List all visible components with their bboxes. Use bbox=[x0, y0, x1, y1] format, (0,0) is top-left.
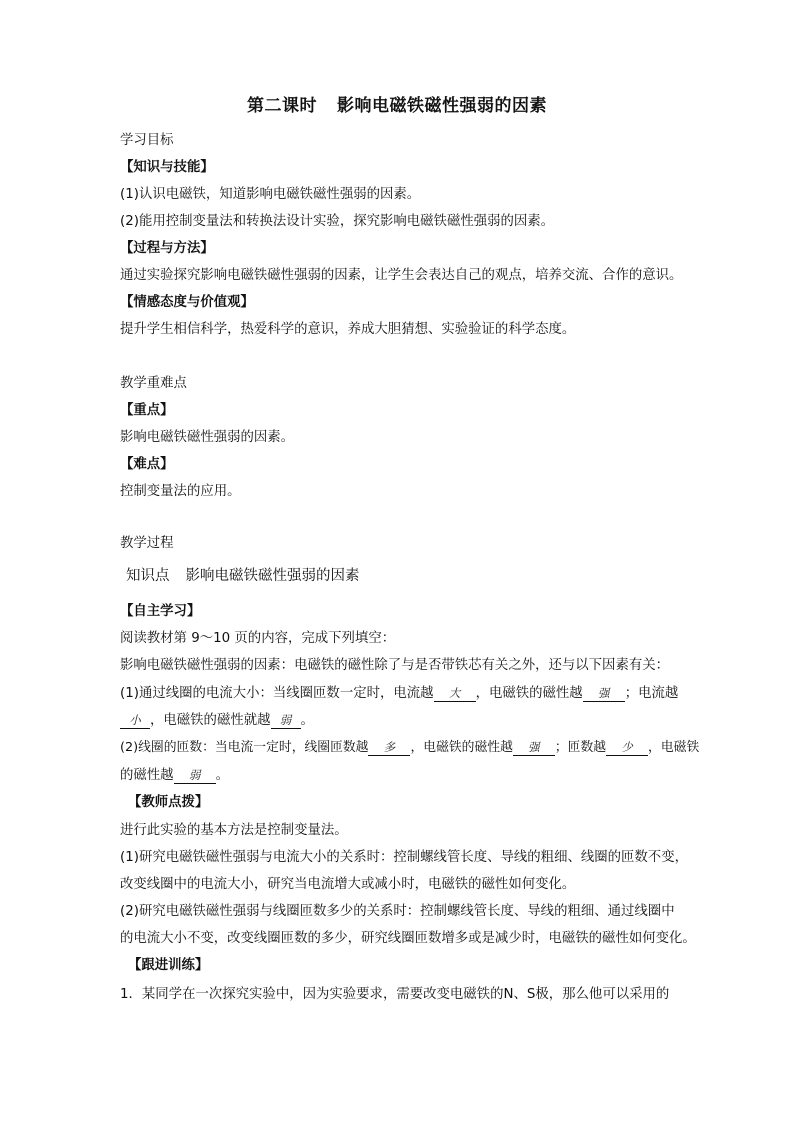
difficult-heading: 【难点】 bbox=[120, 457, 174, 472]
tip-2-line-2: 的电流大小不变，改变线圈匝数的多少，研究线圈匝数增多或是减少时，电磁铁的磁性如何变化。 bbox=[120, 931, 696, 946]
title-topic: 影响电磁铁磁性强弱的因素 bbox=[337, 96, 547, 116]
key-points-heading: 教学重难点 bbox=[120, 376, 187, 391]
knowledge-item-1: (1)认识电磁铁，知道影响电磁铁磁性强弱的因素。 bbox=[120, 187, 421, 202]
knowledge-item-2: (2)能用控制变量法和转换法设计实验，探究影响电磁铁磁性强弱的因素。 bbox=[120, 214, 555, 229]
fill-blank: 强 bbox=[513, 739, 555, 756]
self-study-heading: 【自主学习】 bbox=[120, 604, 201, 619]
process-method-heading: 【过程与方法】 bbox=[120, 241, 214, 256]
teacher-tip-heading: 【教师点拨】 bbox=[128, 795, 209, 810]
key-heading: 【重点】 bbox=[120, 403, 174, 418]
tip-2-line-1: (2)研究电磁铁磁性强弱与线圈匝数多少的关系时：控制螺线管长度、导线的粗细、通过线圈中 bbox=[120, 904, 675, 919]
fill-blank: 弱 bbox=[174, 767, 216, 784]
kp-topic: 影响电磁铁磁性强弱的因素 bbox=[185, 568, 360, 584]
knowledge-point-title bbox=[126, 565, 360, 587]
tip-1-line-2: 改变线圈中的电流大小，研究当电流增大或减小时，电磁铁的磁性如何变化。 bbox=[120, 877, 576, 892]
knowledge-heading: 【知识与技能】 bbox=[120, 160, 214, 175]
fill-blank: 小 bbox=[120, 712, 150, 729]
practice-heading: 【跟进训练】 bbox=[128, 958, 209, 973]
title-lesson: 第二课时 bbox=[247, 96, 317, 116]
emotion-heading: 【情感态度与价值观】 bbox=[120, 295, 254, 310]
fill-item-2-line-1: (2)线圈的匝数：当电流一定时，线圈匝数越 多 ，电磁铁的磁性越 强 ；匝数越 少 ，电磁铁 bbox=[120, 740, 700, 755]
reading-instruction: 阅读教材第 9～10 页的内容，完成下列填空： bbox=[120, 631, 396, 646]
emotion-item: 提升学生相信科学，热爱科学的意识，养成大胆猜想、实验验证的科学态度。 bbox=[120, 322, 576, 337]
difficult-item: 控制变量法的应用。 bbox=[120, 484, 241, 499]
fill-item-1-line-2: 小 ，电磁铁的磁性就越 弱 。 bbox=[120, 711, 314, 731]
page-title bbox=[0, 94, 794, 118]
kp-label: 知识点 bbox=[126, 568, 170, 584]
fill-blank: 大 bbox=[434, 685, 476, 702]
objectives-heading: 学习目标 bbox=[120, 133, 174, 148]
fill-blank: 少 bbox=[606, 739, 648, 756]
key-item: 影响电磁铁磁性强弱的因素。 bbox=[120, 430, 295, 445]
teaching-process-heading: 教学过程 bbox=[120, 536, 174, 551]
process-method-item: 通过实验探究影响电磁铁磁性强弱的因素，让学生会表达自己的观点，培养交流、合作的意识。 bbox=[120, 268, 683, 283]
fill-item-2-line-2: 的磁性越 弱 。 bbox=[120, 768, 229, 783]
fill-item-1-line-1: (1)通过线圈的电流大小：当线圈匝数一定时，电流越 大 ，电磁铁的磁性越 强 ；电流越 bbox=[120, 686, 679, 701]
fill-blank: 强 bbox=[583, 685, 625, 702]
question-1: 1．某同学在一次探究实验中，因为实验要求，需要改变电磁铁的N、S极，那么他可以采用的 bbox=[120, 987, 670, 1002]
fill-blank: 弱 bbox=[271, 712, 301, 729]
tip-1-line-1: (1)研究电磁铁磁性强弱与电流大小的关系时：控制螺线管长度、导线的粗细、线圈的匝数不变， bbox=[120, 850, 688, 865]
fill-blank: 多 bbox=[368, 739, 410, 756]
method-statement: 进行此实验的基本方法是控制变量法。 bbox=[120, 823, 348, 838]
factors-intro: 影响电磁铁磁性强弱的因素：电磁铁的磁性除了与是否带铁芯有关之外，还与以下因素有关： bbox=[120, 658, 670, 673]
